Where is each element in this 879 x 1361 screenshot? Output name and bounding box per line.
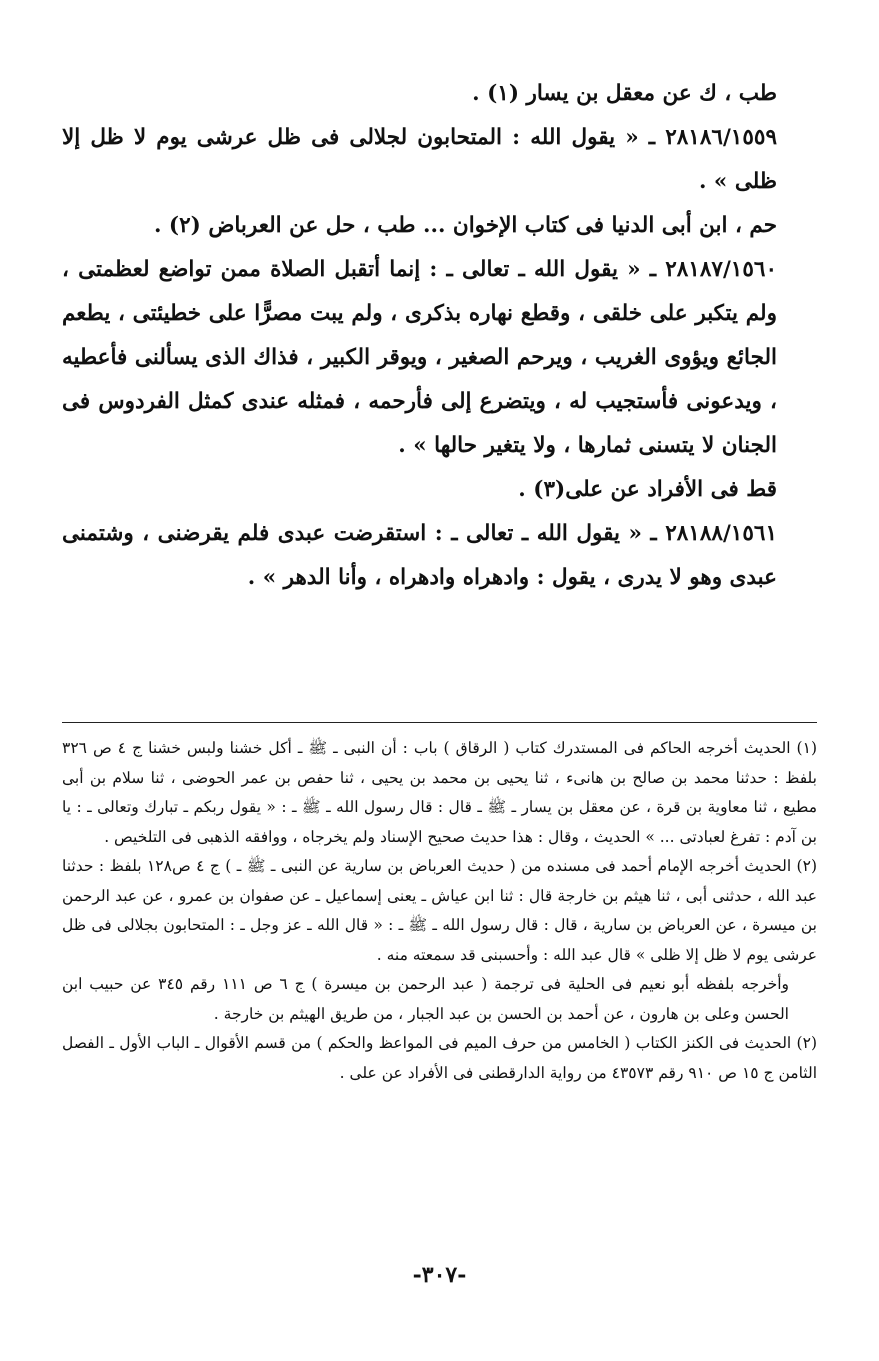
main-text [62,72,817,600]
hadith-1559: ٢٨١٨٦/١٥٥٩ ـ « يقول الله : المتحابون لجلالى فى ظل عرشى يوم لا ظل إلا ظلى » . [62,125,777,194]
footnote-1: (١) الحديث أخرجه الحاكم فى المستدرك كتاب ( الرقاق ) باب : أن النبى ـ ﷺ ـ أكل خشنا ولبس خشنا ج ٤ ص ٣٢٦ بلفظ : حدثنا محمد بن صالح بن هانىء ، ثنا يحيى بن محمد بن يحيى ، ثنا حفص بن عمر الحوضى ، ثنا سلام بن أبى مطيع ، ثنا معاوية بن قرة ، عن معقل بن يسار ـ ﷺ ـ قال : قال رسول الله ـ ﷺ ـ : « يقول ربكم ـ تبارك وتعالى ـ : يا بن آدم : تفرغ لعبادتى ... » الحديث ، وقال : هذا حديث صحيح الإسناد ولم يخرجاه ، ووافقه الذهبى فى التلخيص . [62,739,817,846]
page-number: -٣٠٧- [412,1262,467,1288]
source-citation-3: قط فى الأفراد عن على(٣) . [518,477,777,502]
hadith-1560: ٢٨١٨٧/١٥٦٠ ـ « يقول الله ـ تعالى ـ : إنما أتقبل الصلاة ممن تواضع لعظمتى ، ولم يتكبر على خلقى ، وقطع نهاره بذكرى ، ولم يبت مصرًّا على خطيئتى ، يطعم الجائع ويؤوى الغريب ، ويرحم الصغير ، ويوقر الكبير ، فذاك الذى يسألنى فأعطيه ، ويدعونى فأستجيب له ، ويتضرع إلى فأرحمه ، فمثله عندى كمثل الفردوس فى الجنان لا يتسنى ثمارها ، ولا يتغير حالها » . [62,257,777,458]
footnote-divider [62,722,817,723]
footnote-2-continued: وأخرجه بلفظه أبو نعيم فى الحلية فى ترجمة ( عبد الرحمن بن ميسرة ) ج ٦ ص ١١١ رقم ٣٤٥ عن حبيب ابن الحسن وعلى بن هارون ، عن أحمد بن الحسن بن عبد الجبار ، من طريق الهيثم بن خارجة . [62,975,790,1023]
source-citation-1: طب ، ك عن معقل بن يسار (١) . [472,81,777,106]
source-citation-2: حم ، ابن أبى الدنيا فى كتاب الإخوان ... طب ، حل عن العرباض (٢) . [153,213,777,238]
footnote-2: (٢) الحديث أخرجه الإمام أحمد فى مسنده من ( حديث العرباض بن سارية عن النبى ـ ﷺ ـ ) ج ٤ ص١٢٨ بلفظ : حدثنا عبد الله ، حدثنى أبى ، ثنا هيثم بن خارجة قال : ثنا ابن عياش ـ يعنى إسماعيل ـ عن صفوان بن عمرو ، عن عبد الرحمن بن ميسرة ، عن العرباض بن سارية ، قال : قال رسول الله ـ ﷺ ـ : « قال الله ـ عز وجل ـ : المتحابون بجلالى فى ظل عرشى يوم لا ظل إلا ظلى » قال عبد الله : وأحسبنى قد سمعته منه . [62,857,817,964]
footnote-3: (٢) الحديث فى الكنز الكتاب ( الخامس من حرف الميم فى المواعظ والحكم ) من قسم الأقوال ـ الباب الأول ـ الفصل الثامن ج ١٥ ص ٩١٠ رقم ٤٣٥٧٣ من رواية الدارقطنى فى الأفراد عن على . [62,1034,817,1082]
hadith-1561: ٢٨١٨٨/١٥٦١ ـ « يقول الله ـ تعالى ـ : استقرضت عبدى فلم يقرضنى ، وشتمنى عبدى وهو لا يدرى ، يقول : وادهراه وادهراه ، وأنا الدهر » . [62,521,777,590]
footnotes [62,734,817,1088]
